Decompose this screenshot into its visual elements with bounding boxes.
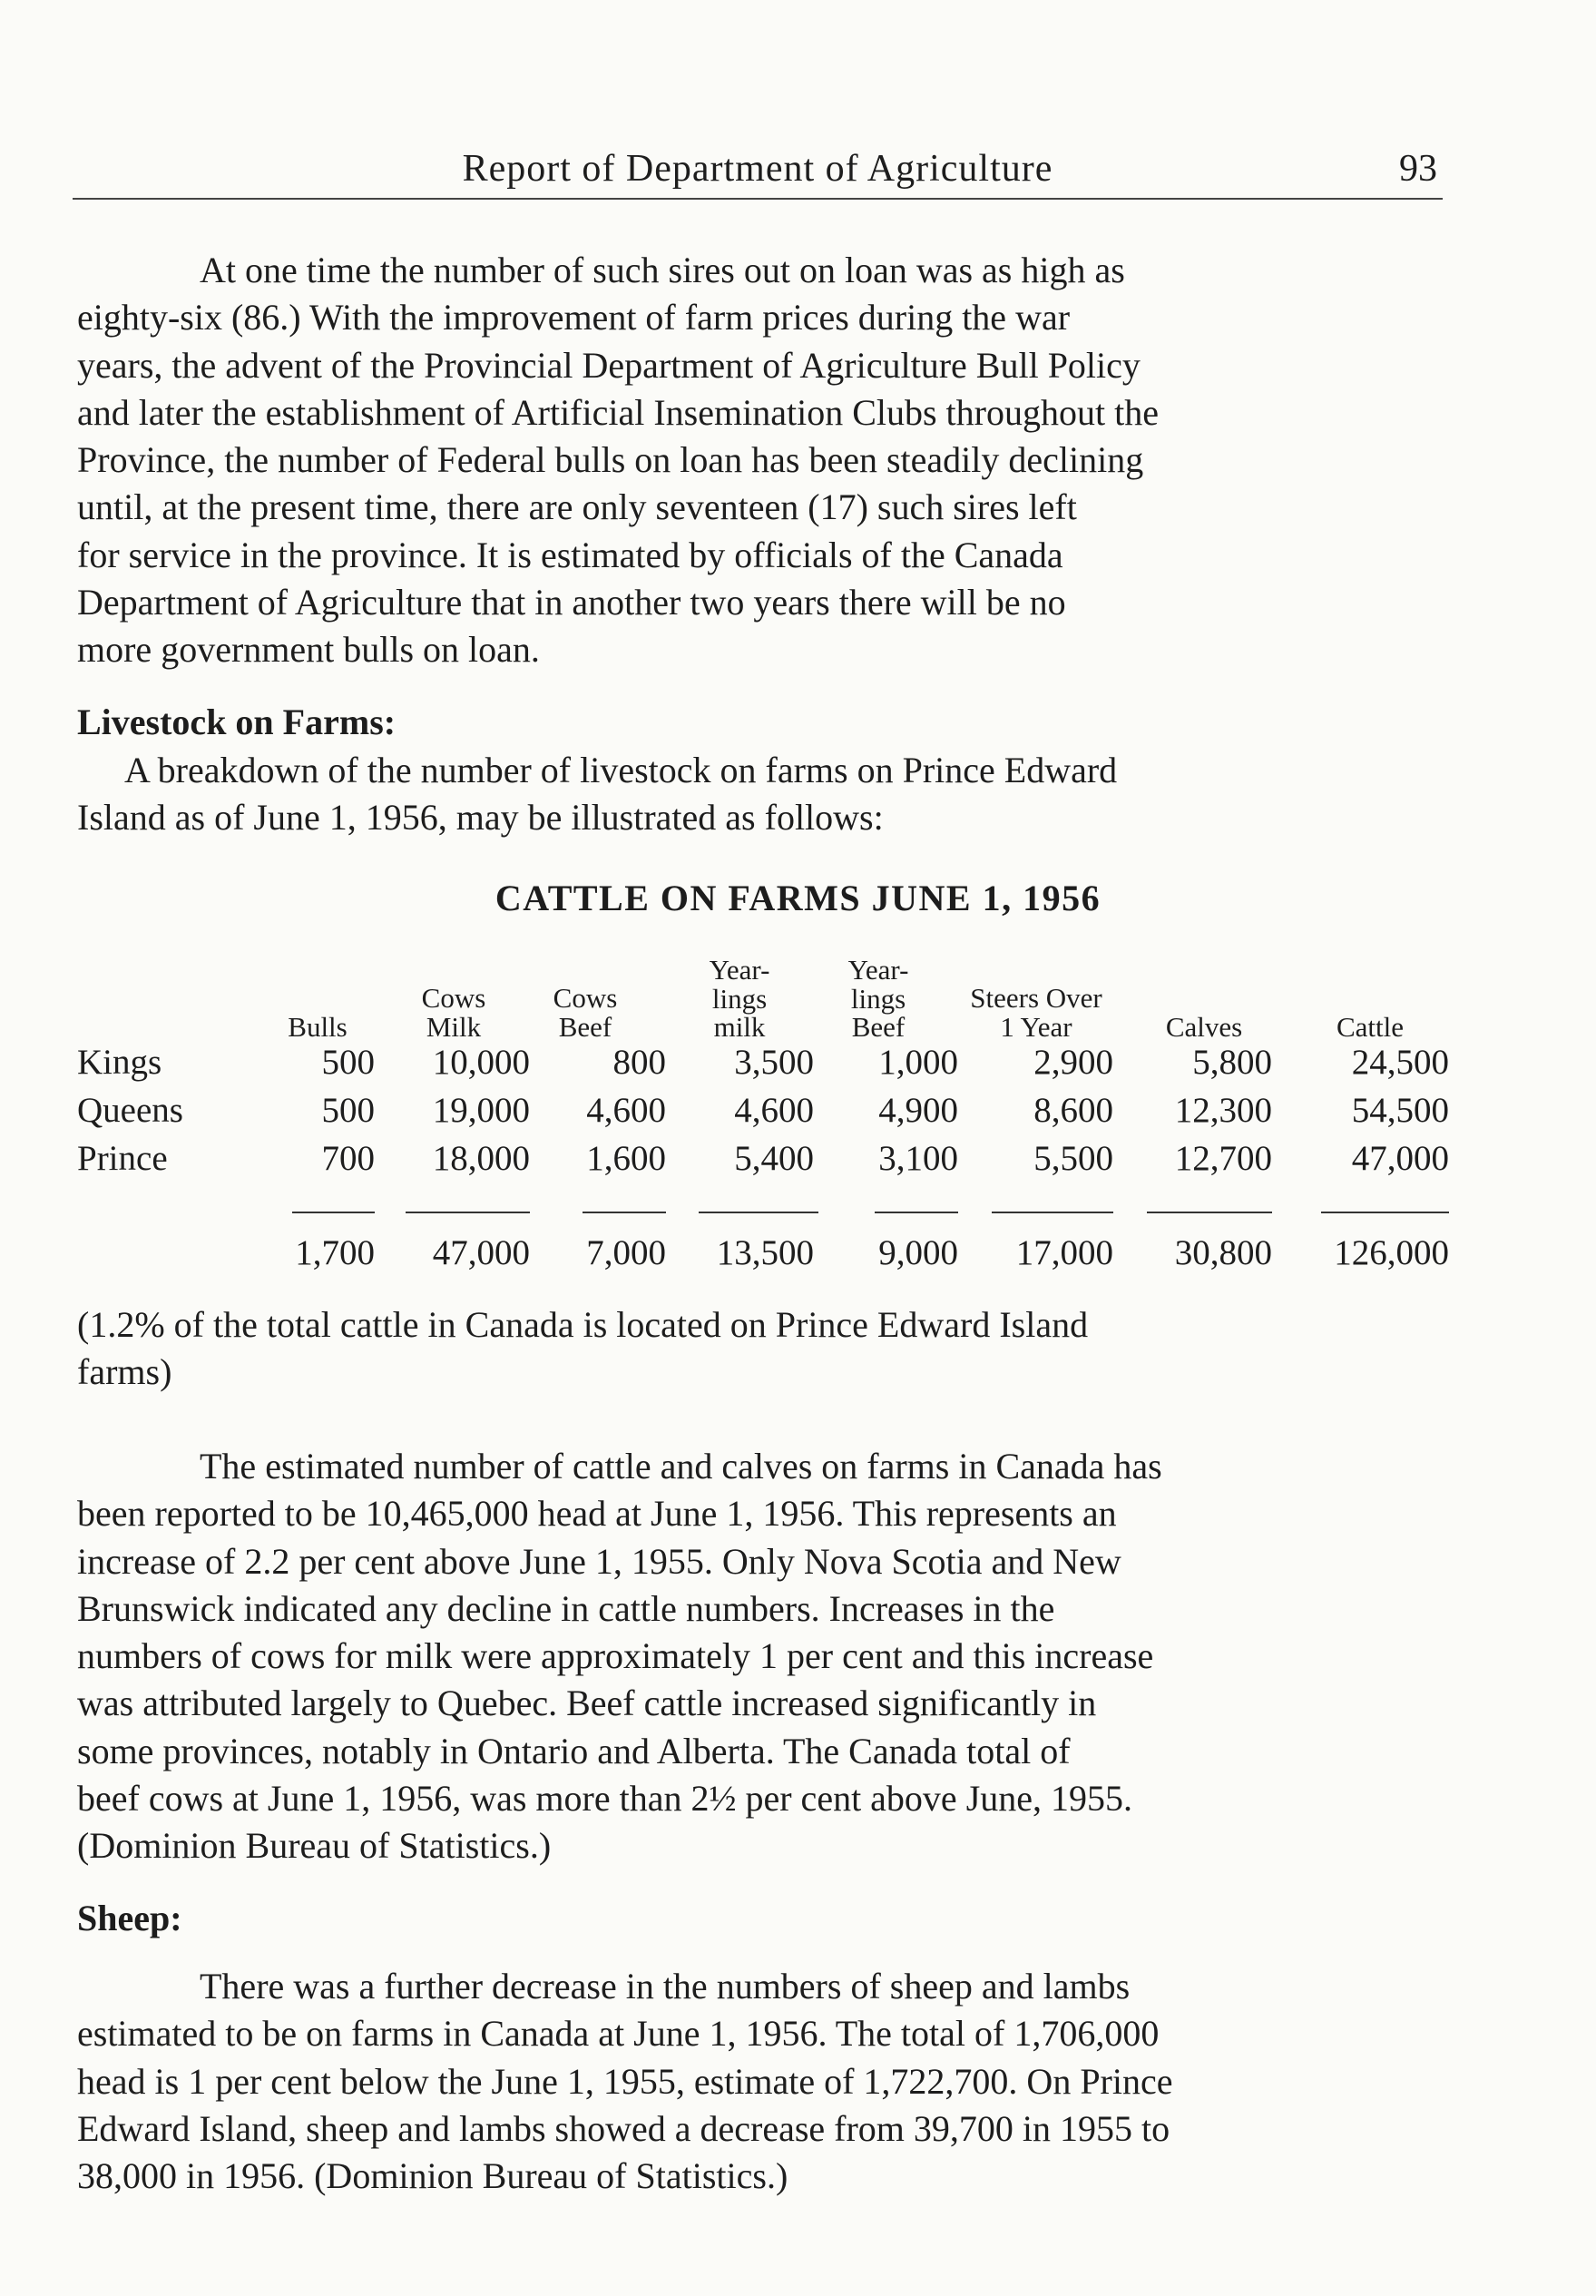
total-rule (992, 1212, 1113, 1213)
text-line: Island as of June 1, 1956, may be illustrated as follows: (77, 797, 884, 839)
table-cell: 1,000 (878, 1043, 958, 1082)
text-line: until, at the present time, there are only seventeen (17) such sires left (77, 486, 1077, 528)
table-cell: 500 (321, 1091, 375, 1130)
table-cell: 500 (321, 1043, 375, 1082)
header-line: Year- (709, 954, 770, 986)
column-header-steers (970, 984, 1102, 1041)
text-line: At one time the number of such sires out on loan was as high as (200, 250, 1125, 290)
text-line: beef cows at June 1, 1956, was more than 2½ per cent above June, 1955. (77, 1778, 1133, 1820)
text-line: been reported to be 10,465,000 head at June 1, 1956. This represents an (77, 1493, 1117, 1535)
table-cell: 5,500 (1033, 1139, 1113, 1178)
livestock-intro (77, 747, 1443, 842)
table-cell: 10,000 (432, 1043, 530, 1082)
table-cell: 12,700 (1174, 1139, 1272, 1178)
total-rule (292, 1212, 375, 1213)
table-note (77, 1301, 1443, 1397)
total-cell: 1,700 (295, 1233, 375, 1272)
text-line: some provinces, notably in Ontario and Alberta. The Canada total of (77, 1730, 1071, 1771)
text-line: estimated to be on farms in Canada at June 1, 1956. The total of 1,706,000 (77, 2013, 1160, 2055)
table-cell: 700 (321, 1139, 375, 1178)
header-line: milk (713, 1011, 766, 1043)
text-line: eighty-six (86.) With the improvement of farm prices during the war (77, 297, 1071, 339)
header-line: Beef (558, 1010, 612, 1043)
total-rule (1321, 1212, 1449, 1213)
header-line: Cows (421, 982, 486, 1014)
row-label-prince: Prince (77, 1139, 168, 1178)
table-cell: 12,300 (1174, 1091, 1272, 1130)
header-line: lings (850, 982, 906, 1015)
column-header-cows-beef (553, 984, 618, 1041)
table-cell: 4,900 (878, 1091, 958, 1130)
text-line: was attributed largely to Quebec. Beef cattle increased significantly in (77, 1683, 1097, 1724)
header-line: lings (711, 982, 768, 1015)
text-line: The estimated number of cattle and calves on farms in Canada has (200, 1446, 1162, 1487)
table-cell: 4,600 (586, 1091, 666, 1130)
total-rule (699, 1212, 818, 1213)
column-header-yearlings-beef (848, 956, 909, 1042)
text-line: for service in the province. It is estimated by officials of the Canada (77, 534, 1063, 575)
running-head (73, 143, 1443, 200)
text-line: Brunswick indicated any decline in cattle numbers. Increases in the (77, 1587, 1055, 1629)
paragraph-canada-cattle (77, 1443, 1443, 1870)
sheep-heading: Sheep: (77, 1898, 182, 1938)
table-cell: 3,500 (734, 1043, 814, 1082)
text-line: There was a further decrease in the numbers of sheep and lambs (200, 1966, 1131, 2007)
table-cell: 54,500 (1351, 1091, 1449, 1130)
table-cell: 8,600 (1033, 1091, 1113, 1130)
text-line: 38,000 in 1956. (Dominion Bureau of Statistics.) (77, 2155, 788, 2197)
total-cell: 30,800 (1174, 1233, 1272, 1272)
total-cell: 13,500 (716, 1233, 814, 1272)
total-rule (875, 1212, 958, 1213)
total-cell: 9,000 (878, 1233, 958, 1272)
table-cell: 47,000 (1351, 1139, 1449, 1178)
text-line: Department of Agriculture that in another two years there will be no (77, 582, 1066, 623)
text-line: head is 1 per cent below the June 1, 1955, estimate of 1,722,700. On Prince (77, 2060, 1173, 2102)
header-line: Cows (553, 982, 618, 1014)
row-label-kings: Kings (77, 1043, 162, 1082)
table-cell: 5,800 (1192, 1043, 1272, 1082)
table-title: CATTLE ON FARMS JUNE 1, 1956 (494, 878, 1102, 918)
table-cell: 3,100 (878, 1139, 958, 1178)
total-rule (583, 1212, 666, 1213)
text-line: (1.2% of the total cattle in Canada is located on Prince Edward Island (77, 1304, 1089, 1345)
text-line: years, the advent of the Provincial Department of Agriculture Bull Policy (77, 344, 1141, 386)
total-cell: 47,000 (432, 1233, 530, 1272)
page-number: 93 (1399, 148, 1437, 190)
text-line: (Dominion Bureau of Statistics.) (77, 1825, 552, 1867)
paragraph-sires-on-loan (77, 247, 1443, 674)
text-line: more government bulls on loan. (77, 629, 540, 671)
running-title: Report of Department of Agriculture (462, 148, 1053, 190)
total-cell: 7,000 (586, 1233, 666, 1272)
row-label-queens: Queens (77, 1091, 183, 1130)
table-cell: 19,000 (432, 1091, 530, 1130)
text-line: numbers of cows for milk were approximately 1 per cent and this increase (77, 1635, 1154, 1677)
text-line: A breakdown of the number of livestock on farms on Prince Edward (124, 750, 1118, 790)
table-cell: 2,900 (1033, 1043, 1113, 1082)
text-line: Province, the number of Federal bulls on loan has been steadily declining (77, 439, 1144, 481)
total-cell: 126,000 (1334, 1233, 1449, 1272)
total-rule (406, 1212, 530, 1213)
total-cell: 17,000 (1015, 1233, 1113, 1272)
table-cell: 4,600 (734, 1091, 814, 1130)
column-header-cows-milk (422, 984, 486, 1041)
text-line: Edward Island, sheep and lambs showed a decrease from 39,700 in 1955 to (77, 2107, 1170, 2149)
table-cell: 5,400 (734, 1139, 814, 1178)
text-line: and later the establishment of Artificial Insemination Clubs throughout the (77, 391, 1159, 433)
column-header-cattle (1337, 1013, 1404, 1042)
column-header-calves (1166, 1013, 1242, 1042)
header-line: Bulls (288, 1011, 348, 1043)
table-cell: 24,500 (1351, 1043, 1449, 1082)
header-line: 1 Year (1000, 1010, 1072, 1043)
column-header-yearlings-milk (710, 956, 770, 1042)
text-line: increase of 2.2 per cent above June 1, 1955. Only Nova Scotia and New (77, 1540, 1121, 1582)
header-line: Calves (1165, 1011, 1243, 1043)
table-cell: 18,000 (432, 1139, 530, 1178)
table-cell: 1,600 (586, 1139, 666, 1178)
header-line: Milk (426, 1010, 482, 1043)
column-header-bulls (288, 1013, 347, 1042)
header-line: Year- (847, 954, 909, 986)
text-line: farms) (77, 1351, 172, 1393)
header-line: Steers Over (970, 982, 1102, 1014)
paragraph-sheep (77, 1963, 1443, 2200)
table-cell: 800 (612, 1043, 666, 1082)
header-line: Beef (851, 1011, 906, 1043)
total-rule (1147, 1212, 1272, 1213)
livestock-heading: Livestock on Farms: (77, 702, 397, 742)
header-line: Cattle (1336, 1011, 1405, 1043)
